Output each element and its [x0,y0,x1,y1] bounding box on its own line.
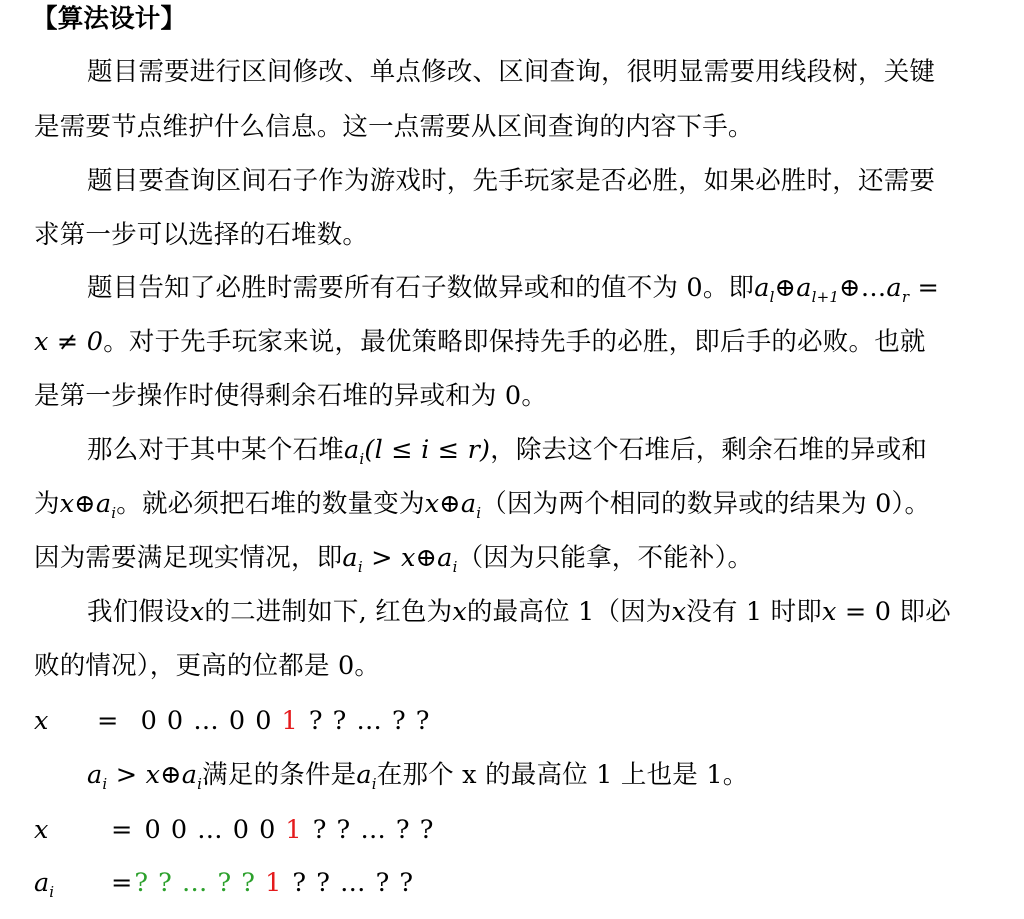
paragraph-5-text: 的最高位 1（因为 [466,597,672,627]
math-xor: ⊕ [74,489,96,519]
math-sub-r: r [901,288,910,306]
binary-row-3-value [111,868,414,898]
binary-suffix: ? ? … ? ? [299,706,431,736]
math-a: a [356,760,372,790]
binary-suffix: ? ? … ? ? [283,868,415,898]
paragraph-4-text: （因为两个相同的数异或的结果为 0）。 [481,489,931,519]
paragraph-5-text: 的二进制如下, 红色为 [204,597,453,627]
math-sub-i: i [452,558,458,576]
condition-text: 在那个 x 的最高位 1 上也是 1。 [376,760,749,790]
math-a: a [342,543,358,573]
math-a: a [87,760,103,790]
math-a: a [181,760,198,790]
math-x: x [145,760,161,790]
paragraph-2-line-2: 求第一步可以选择的石堆数。 [34,220,369,250]
section-heading: 【算法设计】 [32,4,187,34]
equals-sign: = [111,815,135,845]
math-sub-i: i [476,504,482,522]
math-greater-than: > [362,543,401,573]
math-a: a [460,489,477,519]
math-x: x [424,489,440,519]
math-sub-i: i [102,775,108,793]
paragraph-1-line-1: 题目需要进行区间修改、单点修改、区间查询，很明显需要用线段树，关键 [87,57,936,87]
paragraph-3-line-3: 是第一步操作时使得剩余石堆的异或和为 0。 [34,381,548,411]
paragraph-3-text: 题目告知了必胜时需要所有石子数做异或和的值不为 0。即 [87,273,755,303]
math-equals: = [909,273,940,303]
math-x: x [401,543,416,573]
math-sub-i: i [197,775,203,793]
math-sub-i: i [359,450,365,468]
math-a: a [344,435,360,465]
condition-text: 满足的条件是 [202,760,357,790]
paragraph-5-text: 没有 1 时即 [686,597,822,627]
math-x: x [822,597,837,627]
math-sub-i: i [357,558,363,576]
binary-prefix: 0 0 … 0 0 [140,706,282,736]
equals-sign: = [97,706,121,736]
highest-bit-one: 1 [265,868,284,898]
paragraph-4-line-1 [87,435,994,474]
math-xor: ⊕ [774,273,797,303]
binary-row-2-label: x [34,815,49,845]
math-xor: ⊕ [415,543,438,573]
math-sub-i: i [49,883,55,901]
math-sub-l: l [769,288,775,306]
binary-row-1-value [97,706,430,736]
unknown-prefix-bits: ? ? … ? ? [134,868,266,898]
paragraph-4-text: 。就必须把石堆的数量变为 [116,489,425,519]
math-sub-l-plus-1: l+1 [811,288,840,306]
math-x-neq-0: x ≠ 0 [34,327,104,357]
paragraph-4-text: 那么对于其中某个石堆 [87,435,345,465]
condition-line [87,760,994,799]
paragraph-5-line-2: 败的情况），更高的位都是 0。 [34,651,381,681]
math-x: x [452,597,467,627]
binary-row-3-label [34,868,54,907]
math-dots: … [860,273,887,303]
math-equals-zero: = 0 [836,597,892,627]
math-xor: ⊕ [439,489,461,519]
math-x: x [671,597,687,627]
binary-prefix: 0 0 … 0 0 [144,815,286,845]
highest-bit-one: 1 [281,706,300,736]
paragraph-3-line-1 [87,273,994,312]
paragraph-5-text: 我们假设 [87,597,190,627]
binary-row-1-label: x [34,706,49,736]
math-a: a [95,489,112,519]
paragraph-4-text: 为 [34,489,60,519]
math-xor: ⊕ [160,760,182,790]
equals-sign: = [111,868,135,898]
highest-bit-one: 1 [285,815,304,845]
paragraph-4-text: ，除去这个石堆后，剩余石堆的异或和 [490,435,928,465]
math-greater-than: > [107,760,146,790]
math-a: a [34,868,50,898]
math-a: a [886,273,902,303]
math-sub-i: i [371,775,377,793]
math-x: x [189,597,205,627]
math-range: (l ≤ i ≤ r) [364,435,491,465]
binary-suffix: ? ? … ? ? [303,815,435,845]
binary-row-2-value [111,815,434,845]
math-xor: ⊕ [839,273,861,303]
math-sub-i: i [111,504,117,522]
paragraph-3-text: 。对于先手玩家来说，最优策略即保持先手的必胜，即后手的必败。也就 [103,327,926,357]
paragraph-2-line-1: 题目要查询区间石子作为游戏时，先手玩家是否必胜，如果必胜时，还需要 [87,166,936,196]
paragraph-5-text: 即必 [891,597,951,627]
math-a: a [754,273,770,303]
paragraph-4-line-3 [34,543,994,582]
paragraph-4-text: 因为需要满足现实情况，即 [34,543,343,573]
paragraph-4-line-2 [34,489,994,528]
math-a: a [437,543,453,573]
math-a: a [796,273,812,303]
paragraph-5-line-1 [87,597,994,627]
paragraph-1-line-2: 是需要节点维护什么信息。这一点需要从区间查询的内容下手。 [34,112,754,142]
paragraph-3-line-2 [34,327,994,357]
paragraph-4-text: （因为只能拿，不能补）。 [457,543,754,573]
math-x: x [59,489,75,519]
